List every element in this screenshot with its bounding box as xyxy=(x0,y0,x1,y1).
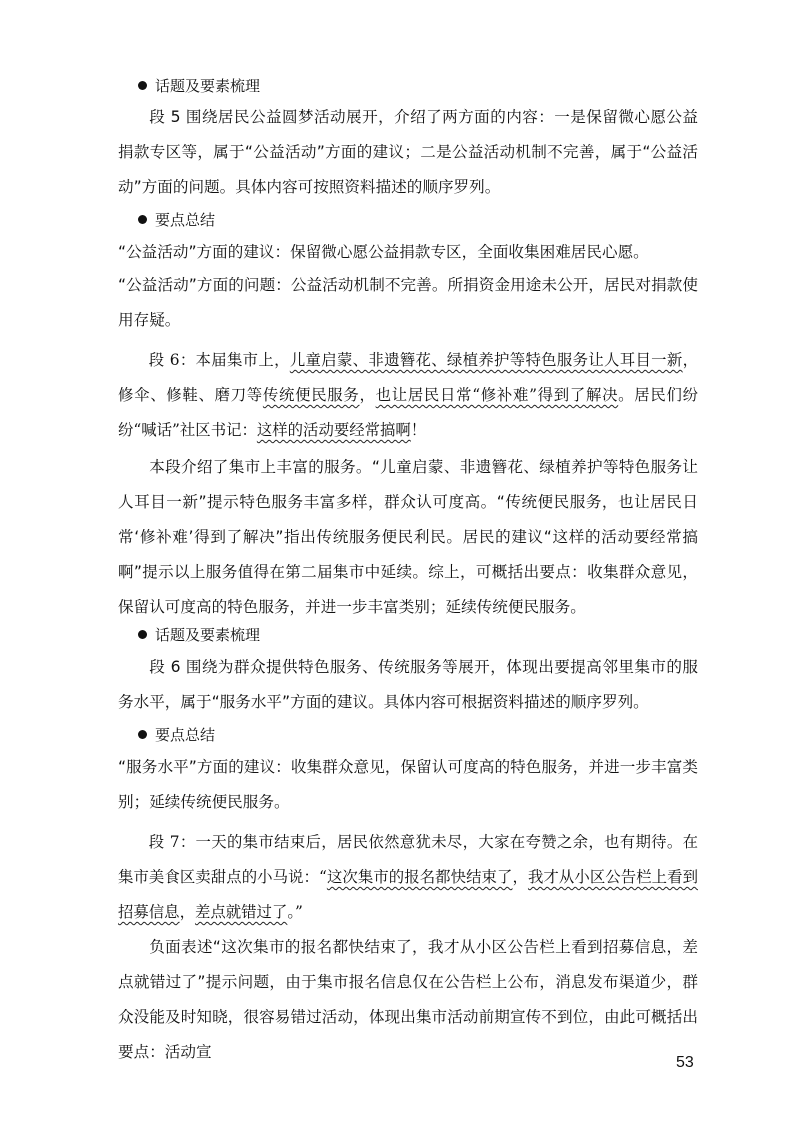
paragraph: 负面表述“这次集市的报名都快结束了，我才从小区公告栏上看到招募信息，差点就错过了”提示问题，由于集市报名信息仅在公告栏上公布，消息发布渠道少，群众没能及时知晓，很容易错过活动，体现出集市活动前期宣传不到位，由此可概括出要点：活动宣 xyxy=(118,938,698,1061)
underlined-phrase: 这样的活动要经常搞啊 xyxy=(256,421,411,439)
bullet-dot-icon xyxy=(138,215,147,224)
section-heading: 要点总结 xyxy=(138,725,215,745)
bullet-dot-icon xyxy=(138,81,147,90)
underlined-phrase: 这次集市的报名都快结束了 xyxy=(326,868,513,886)
quoted-source-paragraph: 段 7：一天的集市结束后，居民依然意犹未尽，大家在夸赞之余，也有期待。在集市美食区卖甜点的小马说：“这次集市的报名都快结束了，我才从小区公告栏上看到招募信息，差点就错过了。” xyxy=(118,833,698,921)
paragraph: 本段介绍了集市上丰富的服务。“儿童启蒙、非遗簪花、绿植养护等特色服务让人耳目一新”提示特色服务丰富多样，群众认可度高。“传统便民服务，也让居民日常‘修补难’得到了解决”指出传统服务便民利民。居民的建议“这样的活动要经常搞啊”提示以上服务值得在第二届集市中延续。综上，可概括出要点：收集群众意见，保留认可度高的特色服务，并进一步丰富类别；延续传统便民服务。 xyxy=(118,458,698,616)
page-number: 53 xyxy=(676,1054,694,1071)
underlined-phrase: 传统便民服务 xyxy=(262,386,360,404)
paragraph: “公益活动”方面的问题：公益活动机制不完善。所捐资金用途未公开，居民对捐款使用存疑。 xyxy=(118,276,698,329)
underlined-phrase: 儿童启蒙、非遗簪花、绿植养护等特色服务让人耳目一新 xyxy=(289,351,683,369)
paragraph: 段 6 围绕为群众提供特色服务、传统服务等展开，体现出要提高邻里集市的服务水平，属于“服务水平”方面的建议。具体内容可根据资料描述的顺序罗列。 xyxy=(118,658,698,711)
paragraph: “公益活动”方面的建议：保留微心愿公益捐款专区，全面收集困难居民心愿。 xyxy=(118,243,649,261)
underlined-phrase: 也让居民日常“修补难”得到了解决 xyxy=(375,386,619,404)
underlined-phrase: 我才从小区公告栏上看到招募信息 xyxy=(118,868,698,921)
underlined-phrase: 差点就错过了 xyxy=(194,903,288,921)
bullet-dot-icon xyxy=(138,730,147,739)
paragraph: “服务水平”方面的建议：收集群众意见，保留认可度高的特色服务，并进一步丰富类别；延续传统便民服务。 xyxy=(118,758,698,811)
section-heading: 要点总结 xyxy=(138,210,215,230)
bullet-dot-icon xyxy=(138,630,147,639)
paragraph: 段 5 围绕居民公益圆梦活动展开，介绍了两方面的内容：一是保留微心愿公益捐款专区等，属于“公益活动”方面的建议；二是公益活动机制不完善，属于“公益活动”方面的问题。具体内容可按照资料描述的顺序罗列。 xyxy=(118,108,698,196)
section-heading: 话题及要素梳理 xyxy=(138,76,260,96)
section-heading: 话题及要素梳理 xyxy=(138,625,260,645)
quoted-source-paragraph: 段 6：本届集市上，儿童启蒙、非遗簪花、绿植养护等特色服务让人耳目一新，修伞、修鞋、磨刀等传统便民服务，也让居民日常“修补难”得到了解决。居民们纷纷“喊话”社区书记：这样的活动要经常搞啊！ xyxy=(118,351,698,439)
